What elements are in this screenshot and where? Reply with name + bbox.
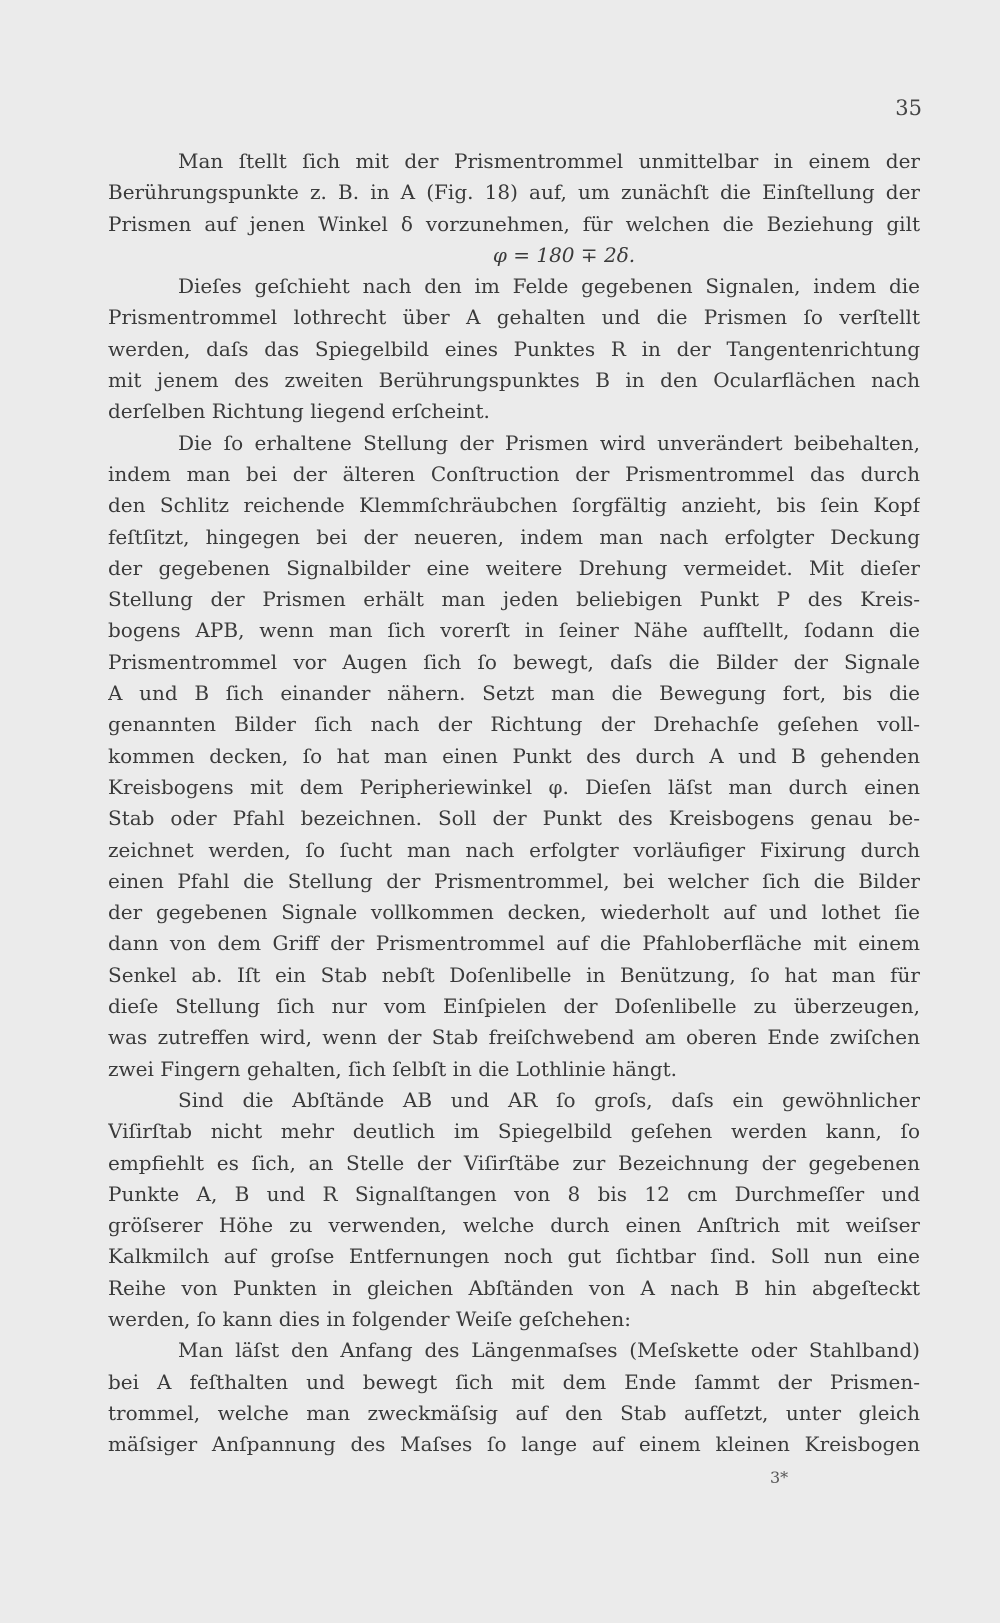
text-line: Viſirſtab nicht mehr deutlich im Spiegelbild geſehen werden kann, ſo bbox=[108, 1119, 920, 1144]
text-line: A und B ſich einander nähern. Setzt man die Bewegung fort, bis die bbox=[108, 681, 920, 706]
text-line: Sind die Abſtände AB und AR ſo groſs, daſs ein gewöhnlicher bbox=[178, 1087, 920, 1112]
text-line: was zutreffen wird, wenn der Stab freiſchwebend am oberen Ende zwiſchen bbox=[108, 1025, 920, 1050]
text-line: Berührungspunkte z. B. in A (Fig. 18) auf, um zunächſt die Einſtellung der bbox=[108, 180, 920, 205]
text-line: Reihe von Punkten in gleichen Abſtänden von A nach B hin abgeſteckt bbox=[108, 1275, 920, 1300]
text-line: genannten Bilder ſich nach der Richtung der Drehachſe geſehen voll- bbox=[108, 712, 920, 737]
text-line: Prismen auf jenen Winkel δ vorzunehmen, für welchen die Beziehung gilt bbox=[108, 211, 920, 236]
text-line: Prismentrommel lothrecht über A gehalten und die Prismen ſo verſtellt bbox=[108, 305, 920, 330]
page-number: 35 bbox=[895, 96, 922, 120]
text-line: gröſserer Höhe zu verwenden, welche durch einen Anſtrich mit weiſser bbox=[108, 1213, 920, 1238]
text-line: empfiehlt es ſich, an Stelle der Viſirſtäbe zur Bezeichnung der gegebenen bbox=[108, 1150, 920, 1175]
text-line: Stellung der Prismen erhält man jeden beliebigen Punkt P des Kreis- bbox=[108, 587, 920, 612]
text-line: der gegebenen Signalbilder eine weitere Drehung vermeidet. Mit dieſer bbox=[108, 555, 920, 580]
text-line: Stab oder Pfahl bezeichnen. Soll der Punkt des Kreisbogens genau be- bbox=[108, 806, 920, 831]
text-line: bei A feſthalten und bewegt ſich mit dem Ende ſammt der Prismen- bbox=[108, 1369, 920, 1394]
text-line: einen Pfahl die Stellung der Prismentrommel, bei welcher ſich die Bilder bbox=[108, 868, 920, 893]
text-line: Kreisbogens mit dem Peripheriewinkel φ. Dieſen läſst man durch einen bbox=[108, 774, 920, 799]
text-line: Dieſes geſchieht nach den im Felde gegebenen Signalen, indem die bbox=[178, 274, 920, 299]
text-line: bogens APB, wenn man ſich vorerſt in ſeiner Nähe aufſtellt, ſodann die bbox=[108, 618, 920, 643]
text-line: Kalkmilch auf groſse Entfernungen noch gut ſichtbar ſind. Soll nun eine bbox=[108, 1244, 920, 1269]
text-line: der gegebenen Signale vollkommen decken, wiederholt auf und lothet ſie bbox=[108, 900, 920, 925]
text-line: Man ſtellt ſich mit der Prismentrommel unmittelbar in einem der bbox=[178, 149, 920, 173]
text-line: werden, ſo kann dies in folgender Weiſe geſchehen: bbox=[108, 1306, 631, 1331]
text-line: dieſe Stellung ſich nur vom Einſpielen der Doſenlibelle zu überzeugen, bbox=[108, 994, 920, 1019]
text-line: derſelben Richtung liegend erſcheint. bbox=[108, 399, 490, 424]
text-line: Prismentrommel vor Augen ſich ſo bewegt, daſs die Bilder der Signale bbox=[108, 649, 920, 674]
text-line: zwei Fingern gehalten, ſich ſelbſt in die Lothlinie hängt. bbox=[108, 1056, 678, 1081]
text-line: indem man bei der älteren Conſtruction der Prismentrommel das durch bbox=[108, 461, 920, 486]
text-line: Die ſo erhaltene Stellung der Prismen wird unverändert beibehalten, bbox=[178, 430, 920, 455]
text-line: trommel, welche man zweckmäſsig auf den Stab aufſetzt, unter gleich bbox=[108, 1400, 920, 1425]
text-line: Man läſst den Anfang des Längenmaſses (Meſskette oder Stahlband) bbox=[178, 1338, 920, 1363]
text-line: feſtſitzt, hingegen bei der neueren, indem man nach erfolgter Deckung bbox=[108, 524, 920, 549]
signature-mark: 3* bbox=[770, 1468, 789, 1487]
text-line: mäſsiger Anſpannung des Maſses ſo lange auf einem kleinen Kreisbogen bbox=[108, 1432, 920, 1457]
text-line: den Schlitz reichende Klemmſchräubchen ſorgfältig anzieht, bis ſein Kopf bbox=[108, 493, 920, 518]
text-line: Punkte A, B und R Signalſtangen von 8 bis 12 cm Durchmeſſer und bbox=[108, 1181, 920, 1206]
text-line: dann von dem Griff der Prismentrommel auf die Pfahloberfläche mit einem bbox=[108, 931, 920, 956]
text-line: kommen decken, ſo hat man einen Punkt des durch A und B gehenden bbox=[108, 743, 920, 768]
formula-line: φ = 180 ∓ 2δ. bbox=[492, 242, 636, 267]
body-text bbox=[108, 146, 920, 1460]
text-line: werden, daſs das Spiegelbild eines Punktes R in der Tangentenrichtung bbox=[108, 336, 920, 361]
text-line: Senkel ab. Iſt ein Stab nebſt Doſenlibelle in Benützung, ſo hat man für bbox=[108, 962, 920, 987]
text-line: mit jenem des zweiten Berührungspunktes B in den Ocularflächen nach bbox=[108, 368, 920, 393]
text-line: zeichnet werden, ſo ſucht man nach erfolgter vorläufiger Fixirung durch bbox=[108, 837, 920, 862]
